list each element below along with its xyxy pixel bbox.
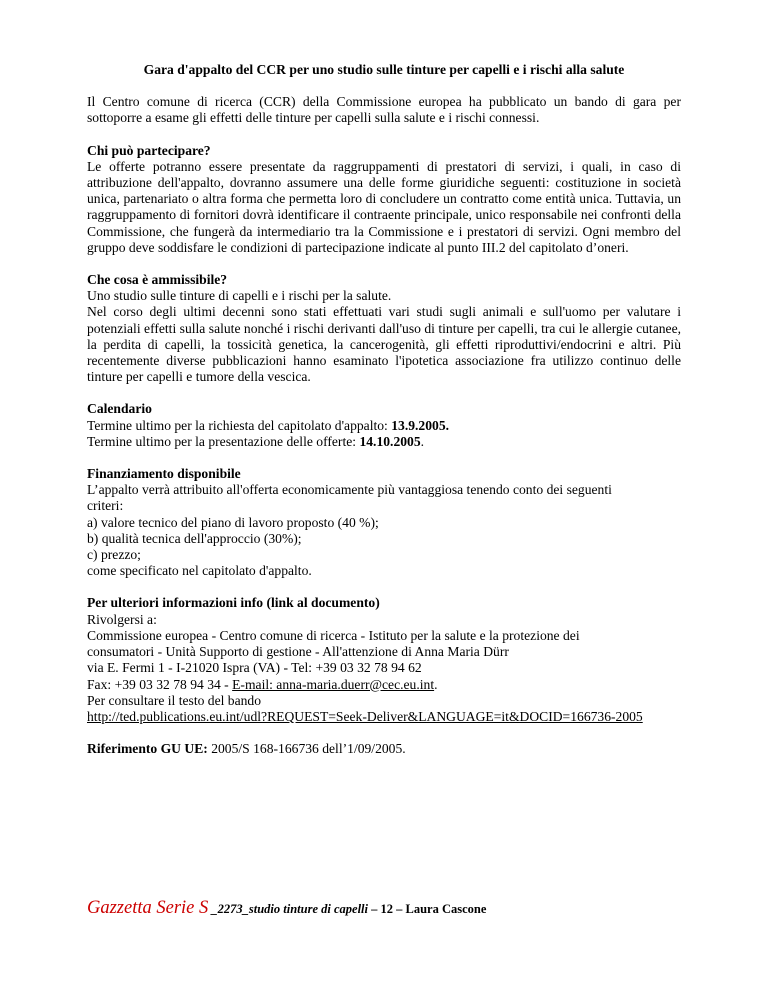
section-partecipare (87, 143, 681, 256)
footer-author: Laura Cascone (405, 902, 487, 916)
deadline-label: Termine ultimo per la richiesta del capitolato d'appalto: (87, 417, 392, 433)
contact-line: Commissione europea - Centro comune di ricerca - Istituto per la salute e la protezione dei (87, 627, 580, 643)
section-text: Le offerte potranno essere presentate da raggruppamenti di prestatori di servizi, i quali, in caso di attribuzione dell'appalto, dovranno assumere una delle forme giuridiche seguenti: costituzione in società unica, partenariato o altra forma che permetta loro di concludere un contratto come entità unica. Tuttavia, un raggruppamento di fornitori dovrà identificare il contraente principale, unico responsabile nei confronti della Commissione, che fungerà da intermediario tra la Commissione e i prestatori di servizi. Ogni membro del gruppo deve soddisfare le condizioni di partecipazione indicate al punto III.2 del capitolato d’oneri. (87, 158, 681, 255)
contact-line: Rivolgersi a: (87, 611, 157, 627)
footer-page-number: – 12 – (368, 902, 406, 916)
contact-line: Per consultare il testo del bando (87, 692, 262, 708)
reference-label: Riferimento GU UE: (87, 741, 208, 757)
section-heading: Calendario (87, 401, 152, 417)
contact-fax-email (87, 677, 681, 693)
document-body (87, 62, 681, 757)
footer-publication: Gazzetta Serie S (87, 898, 209, 918)
deadline-date: 14.10.2005 (359, 433, 421, 449)
email-link[interactable]: E-mail: anna-maria.duerr@cec.eu.int (232, 676, 435, 692)
section-line: L’appalto verrà attribuito all'offerta economicamente più vantaggiosa tenendo conto dei seguenti (87, 482, 612, 498)
section-heading: Chi può partecipare? (87, 142, 211, 158)
criterion-item: c) prezzo; (87, 547, 141, 563)
criterion-item: b) qualità tecnica dell'approccio (30%); (87, 530, 302, 546)
reference-text: 2005/S 168-166736 dell’1/09/2005. (207, 741, 406, 757)
section-heading: Finanziamento disponibile (87, 466, 241, 482)
deadline-offers (87, 434, 681, 450)
section-ammissibile (87, 272, 681, 385)
fax-text: Fax: +39 03 32 78 94 34 - (87, 676, 233, 692)
deadline-request (87, 418, 681, 434)
document-title: Gara d'appalto del CCR per uno studio sulle tinture per capelli e i rischi alla salute (143, 62, 625, 77)
page-footer (87, 900, 486, 917)
section-line: Uno studio sulle tinture di capelli e i rischi per la salute. (87, 288, 392, 304)
reference-line (87, 741, 681, 757)
intro-paragraph: Il Centro comune di ricerca (CCR) della Commissione europea ha pubblicato un bando di gara per sottoporre a esame gli effetti delle tinture per capelli sulla salute e i rischi connessi. (87, 94, 681, 126)
deadline-label: Termine ultimo per la presentazione delle offerte: (87, 433, 360, 449)
contact-line: consumatori - Unità Supporto di gestione - All'attenzione di Anna Maria Dürr (87, 644, 509, 660)
section-calendario (87, 401, 681, 450)
section-finanziamento (87, 466, 681, 579)
contact-address: via E. Fermi 1 - I-21020 Ispra (VA) - Tel: +39 03 32 78 94 62 (87, 660, 422, 676)
section-text: Nel corso degli ultimi decenni sono stati effettuati vari studi sugli animali e sull'uomo per valutare i potenziali effetti sulla salute nonché i rischi derivanti dall'uso di tinture per capelli, tra cui le allergie cutanee, la perdita di capelli, la tossicità genetica, la cancerogenità, gli effetti riproduttivi/endocrini e altri. Più recentemente diverse pubblicazioni hanno esaminato l'ipotetica associazione fra utilizzo continuo delle tinture per capelli e tumore della vescica. (87, 304, 681, 385)
section-line: come specificato nel capitolato d'appalto. (87, 563, 312, 579)
section-line: criteri: (87, 498, 124, 514)
section-heading: Che cosa è ammissibile? (87, 272, 228, 288)
deadline-date: 13.9.2005. (391, 417, 450, 433)
criterion-item: a) valore tecnico del piano di lavoro proposto (40 %); (87, 514, 379, 530)
footer-reference: _2273_studio tinture di capelli (208, 902, 369, 916)
section-info (87, 595, 681, 725)
tender-url-link[interactable]: http://ted.publications.eu.int/udl?REQUEST=Seek-Deliver&LANGUAGE=it&DOCID=166736-2005 (87, 708, 643, 724)
email-end: . (434, 676, 438, 692)
deadline-end: . (420, 433, 425, 449)
section-heading: Per ulteriori informazioni info (link al documento) (87, 595, 380, 611)
